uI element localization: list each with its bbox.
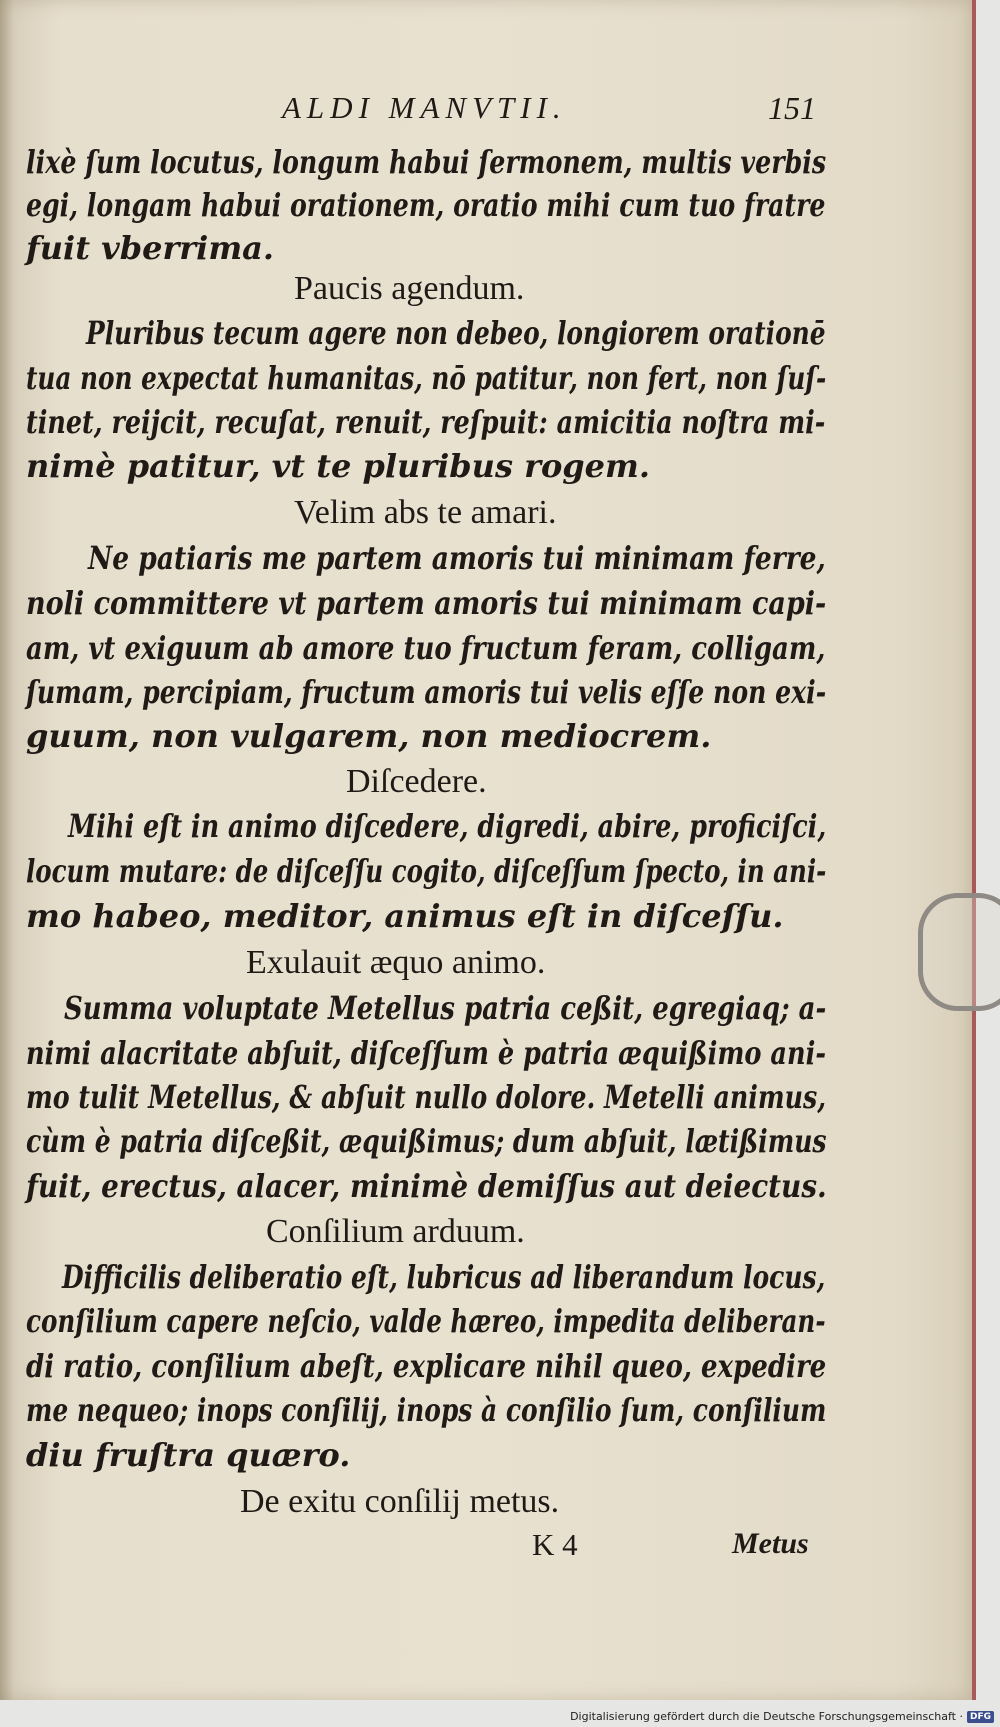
body-line: Ne patiaris me partem amoris tui minimam ferre, [88,539,826,577]
dfg-logo-icon: DFG [967,1711,994,1723]
body-line: diu fruſtra quæro. [26,1436,351,1474]
body-line: lixè ſum locutus, longum habui ſermonem, multis verbis [26,143,827,181]
running-head: ALDI MANVTII. [282,90,567,125]
body-line: fuit vberrima. [26,229,275,267]
body-line: tinet, reijcit, recuſat, renuit, reſpuit: amicitia noſtra mi- [26,403,826,441]
text-block [26,0,826,1700]
section-heading: Paucis agendum. [294,270,525,307]
body-line: guum, non vulgarem, non mediocrem. [26,717,712,755]
body-line: noli committere vt partem amoris tui minimam capi- [26,584,827,622]
book-clasp [918,893,1000,1011]
body-line: ſumam, percipiam, fructum amoris tui velis eſſe non exi- [26,673,827,711]
page-number: 151 [768,90,816,126]
body-line: nimè patitur, vt te pluribus rogem. [26,447,651,485]
body-line: nimi alacritate abſuit, diſceſſum è patria æquißimo ani- [26,1034,826,1072]
body-line: mo tulit Metellus, & abſuit nullo dolore. Metelli animus, [26,1078,827,1116]
digitization-credit [570,1710,994,1723]
body-line: me nequeo; inops conſilij, inops à conſilio ſum, conſilium [26,1391,827,1429]
section-heading: Diſcedere. [346,763,487,800]
body-line: Summa voluptate Metellus patria ceßit, egregiaq; a- [64,989,827,1027]
body-line: tua non expectat humanitas, nō patitur, non fert, non ſuſ- [26,359,827,397]
body-line: cùm è patria diſceßit, æquißimus; dum abſuit, lætißimus [26,1122,827,1160]
body-line: egi, longam habui orationem, oratio mihi cum tuo fratre [26,186,826,224]
body-line: Difficilis deliberatio eſt, lubricus ad liberandum locus, [62,1258,826,1296]
body-line: am, vt exiguum ab amore tuo fructum feram, colligam, [26,629,826,667]
section-heading: Velim abs te amari. [294,494,557,531]
body-line: di ratio, conſilium abeſt, explicare nihil queo, expedire [26,1347,827,1385]
body-line: conſilium capere neſcio, valde hæreo, impedita deliberan- [26,1302,826,1340]
section-heading: Conſilium arduum. [266,1213,525,1250]
body-line: Pluribus tecum agere non debeo, longiorem orationē [86,314,826,352]
signature-mark: K 4 [532,1527,578,1562]
section-heading: Exulauit æquo animo. [246,944,546,981]
body-line: Mihi eſt in animo diſcedere, digredi, abire, proficiſci, [68,807,827,845]
body-line: locum mutare: de diſceſſu cogito, diſceſſum ſpecto, in ani- [26,852,827,890]
credit-text: Digitalisierung gefördert durch die Deutsche Forschungsgemeinschaft · [570,1710,963,1723]
body-line: mo habeo, meditor, animus eſt in diſceſſu. [26,897,784,935]
section-heading: De exitu conſilij metus. [240,1483,560,1520]
body-line: fuit, erectus, alacer, minimè demiſſus aut deiectus. [26,1167,827,1205]
catchword: Metus [732,1527,809,1560]
